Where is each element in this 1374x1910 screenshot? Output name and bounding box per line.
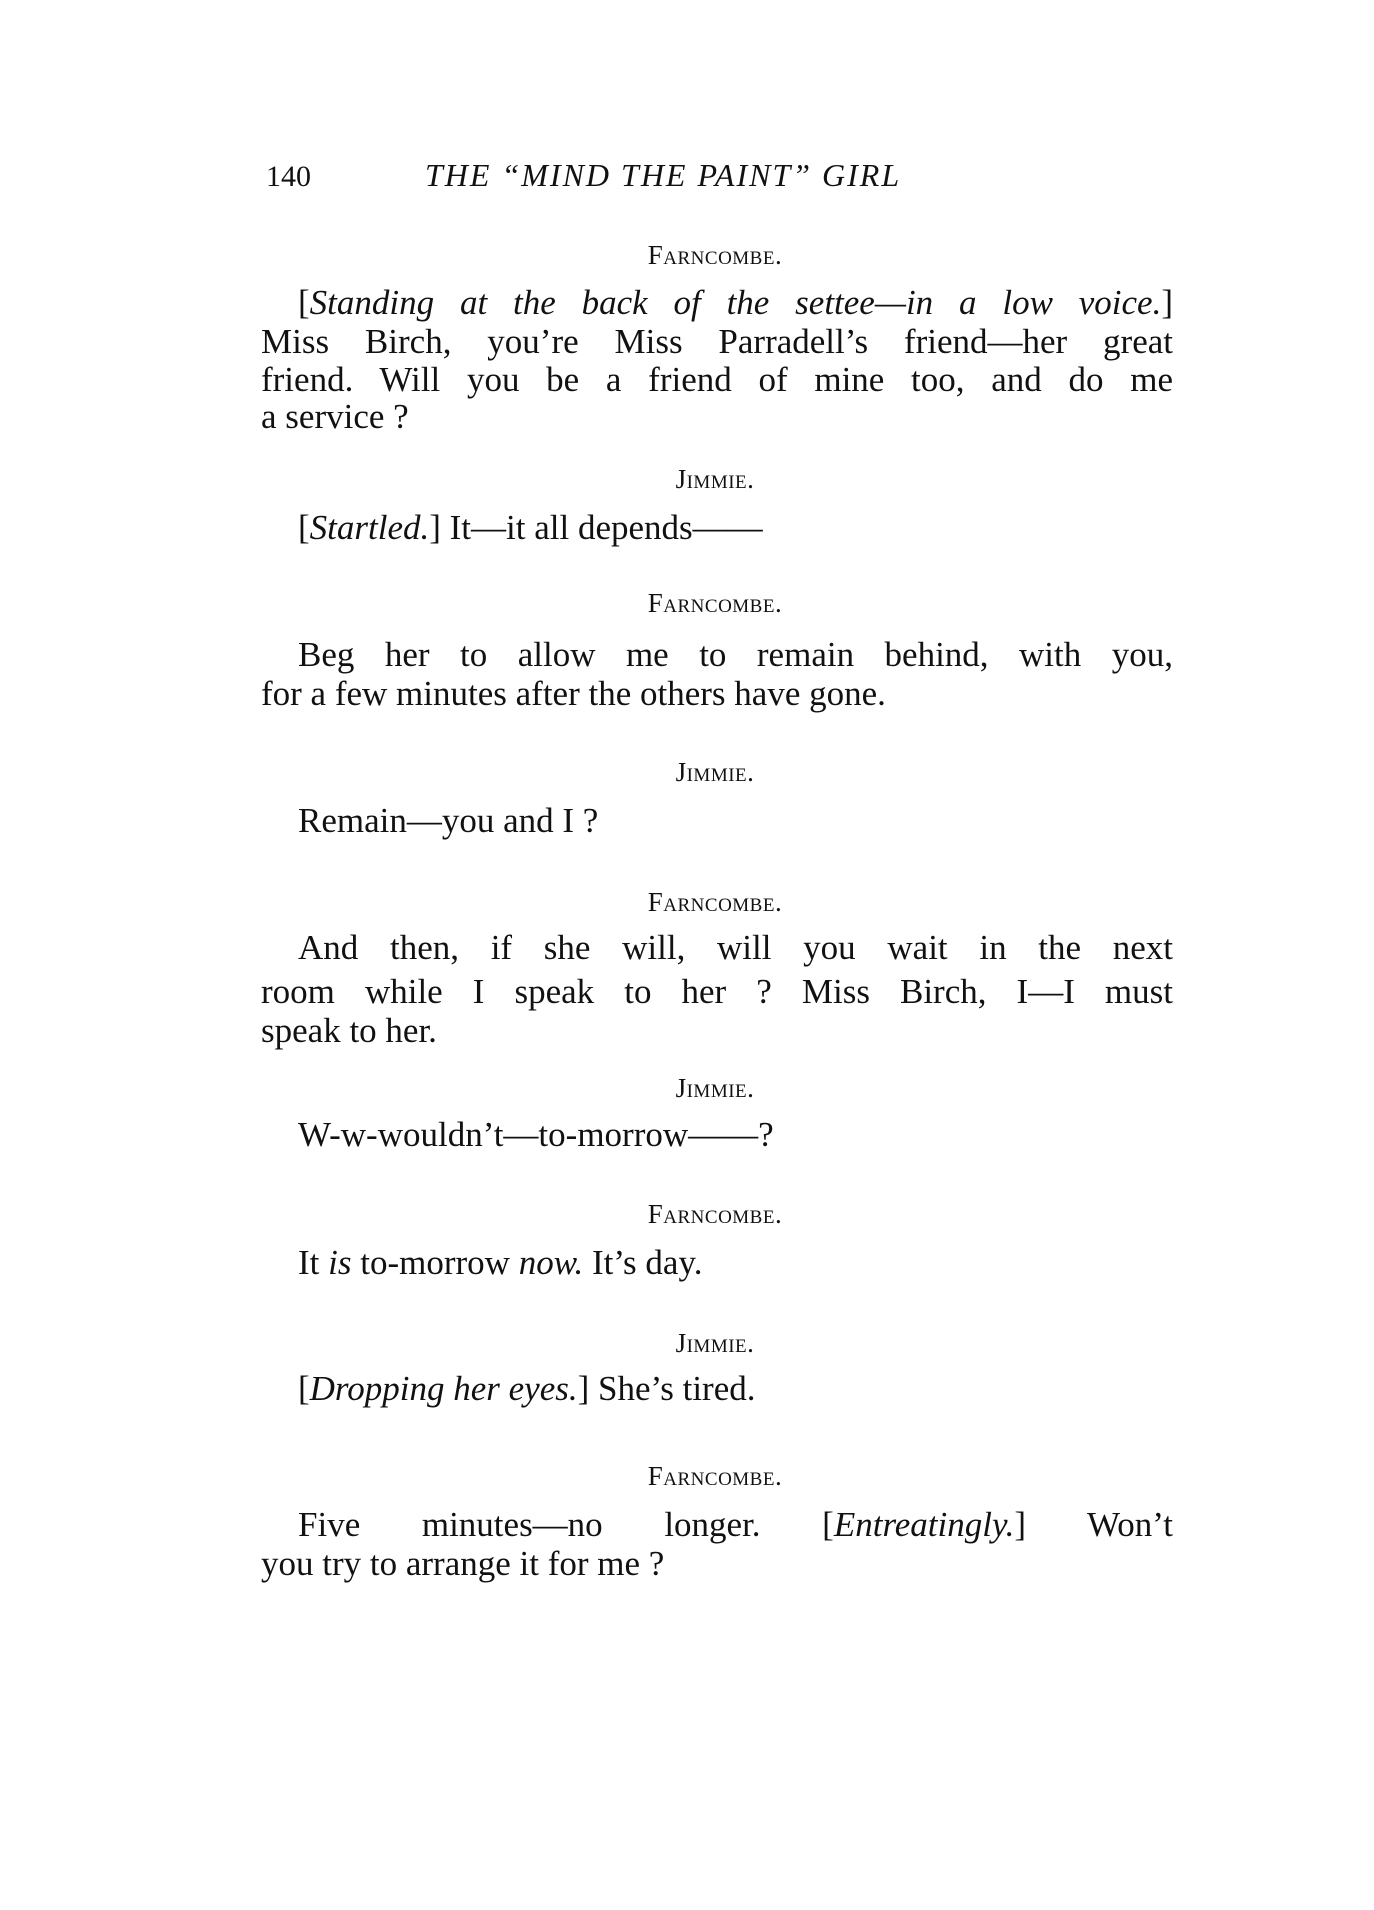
text-line — [261, 322, 1173, 362]
text-line — [298, 508, 1173, 548]
dialogue-text: ] — [1161, 283, 1173, 322]
text-line — [298, 1505, 1173, 1545]
text-line — [261, 1544, 1173, 1584]
text-line — [261, 1011, 1173, 1051]
stage-direction: now. — [518, 1243, 584, 1282]
dialogue-text: W-w-wouldn’t—to-morrow——? — [298, 1115, 774, 1154]
dialogue-text: It — [298, 1243, 329, 1282]
speaker-name: Jimmie. — [675, 1073, 755, 1103]
dialogue-text: [ — [298, 508, 310, 547]
dialogue-text: Five minutes—no longer. [ — [298, 1505, 834, 1544]
stage-direction: Entreatingly. — [833, 1505, 1015, 1544]
text-line — [298, 1369, 1173, 1409]
dialogue-text: [ — [298, 1369, 310, 1408]
stage-direction: Standing at the back of the settee—in a low voice. — [309, 283, 1162, 322]
text-line — [261, 360, 1173, 400]
dialogue-text: room while I speak to her ? Miss Birch, I—I must — [261, 972, 1173, 1011]
dialogue-text: [ — [298, 283, 310, 322]
speaker-name: Jimmie. — [675, 1328, 755, 1358]
dialogue-text: And then, if she will, will you wait in the next — [298, 928, 1173, 967]
dialogue-text: ] Won’t — [1014, 1505, 1173, 1544]
stage-direction: is — [328, 1243, 352, 1282]
speaker-name: Farncombe. — [647, 887, 783, 917]
text-line — [298, 1115, 1173, 1155]
dialogue-text: It’s day. — [583, 1243, 703, 1282]
page-number: 140 — [266, 160, 311, 193]
speaker-name: Jimmie. — [675, 757, 755, 787]
speaker-name: Farncombe. — [647, 1199, 783, 1229]
running-title: THE “MIND THE PAINT” GIRL — [425, 157, 902, 193]
text-line — [298, 801, 1173, 841]
text-line — [298, 928, 1173, 968]
text-line — [298, 635, 1173, 675]
dialogue-text: for a few minutes after the others have gone. — [261, 674, 886, 713]
text-line — [298, 283, 1173, 323]
dialogue-text: to-morrow — [351, 1243, 519, 1282]
dialogue-text: Beg her to allow me to remain behind, with you, — [298, 635, 1173, 674]
speaker-name: Farncombe. — [647, 1461, 783, 1491]
dialogue-text: a service ? — [261, 397, 409, 436]
text-line — [261, 972, 1173, 1012]
speaker-name: Farncombe. — [647, 240, 783, 270]
dialogue-text: speak to her. — [261, 1011, 437, 1050]
dialogue-text: ] She’s tired. — [577, 1369, 756, 1408]
dialogue-text: friend. Will you be a friend of mine too, and do me — [261, 360, 1173, 399]
stage-direction: Dropping her eyes. — [309, 1369, 578, 1408]
text-line — [261, 674, 1173, 714]
dialogue-text: Remain—you and I ? — [298, 801, 599, 840]
speaker-name: Farncombe. — [647, 588, 783, 618]
dialogue-text: you try to arrange it for me ? — [261, 1544, 665, 1583]
dialogue-text: ] It—it all depends—— — [429, 508, 763, 547]
text-line — [261, 397, 1173, 437]
text-line — [298, 1243, 1173, 1283]
dialogue-text: Miss Birch, you’re Miss Parradell’s friend—her great — [261, 322, 1173, 361]
stage-direction: Startled. — [309, 508, 430, 547]
speaker-name: Jimmie. — [675, 464, 755, 494]
